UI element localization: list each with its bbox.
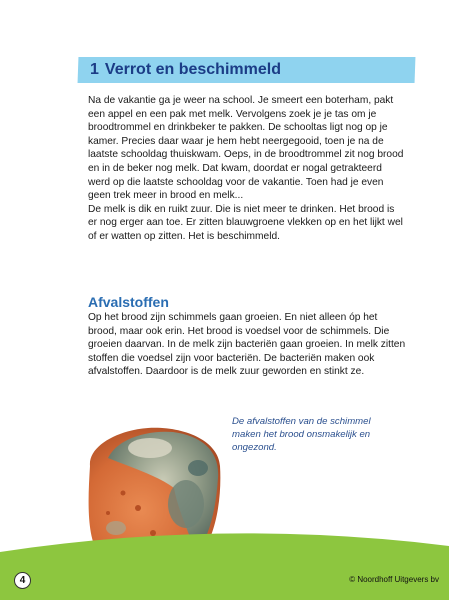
intro-paragraph-1: Na de vakantie ga je weer na school. Je smeert een boterham, pakt een appel en een pak met melk. Vervolgens zoek je je tas om je broodtrommel en drinkbeker te pakken. De schooltas ligt nog op je kamer. Precies daar waar je hem hebt neergegooid, toen je na de laatste schooldag thuiskwam. Oeps, in de broodtrommel zit nog brood en in de beker nog melk. Dat kwam, doordat er nogal getrakteerd werd op die laatste schooldag voor de vakantie. Toen had je even geen trek meer in brood en melk...	[88, 95, 404, 202]
chapter-title-text: Verrot en beschimmeld	[104, 61, 281, 78]
chapter-number: 1	[90, 61, 99, 78]
footer-green-band	[0, 518, 449, 600]
copyright-notice: © Noordhoff Uitgevers bv	[349, 575, 439, 584]
intro-paragraph-2: De melk is dik en ruikt zuur. Die is niet meer te drinken. Het brood is er nog erger aan toe. Er zitten blauwgroene vlekken op en het lijkt wel of er watten op zitten. Het is beschimmeld.	[88, 203, 403, 242]
chapter-title	[90, 59, 281, 81]
section-heading: Afvalstoffen	[88, 294, 169, 310]
image-caption: De afvalstoffen van de schimmel maken het brood onsmakelijk en ongezond.	[232, 416, 371, 453]
intro-text	[88, 94, 406, 244]
page-number: 4	[14, 572, 31, 589]
section-text: Op het brood zijn schimmels gaan groeien. En niet alleen óp het brood, maar ook erin. Het brood is voedsel voor de schimmels. Die groeien daarvan. In de melk zijn bacteriën gaan groeien. In melk zitten stoffen die voedsel zijn voor bacteriën. De bacteriën maken ook afvalstoffen. Daardoor is de melk zuur geworden en stinkt ze.	[88, 312, 406, 378]
